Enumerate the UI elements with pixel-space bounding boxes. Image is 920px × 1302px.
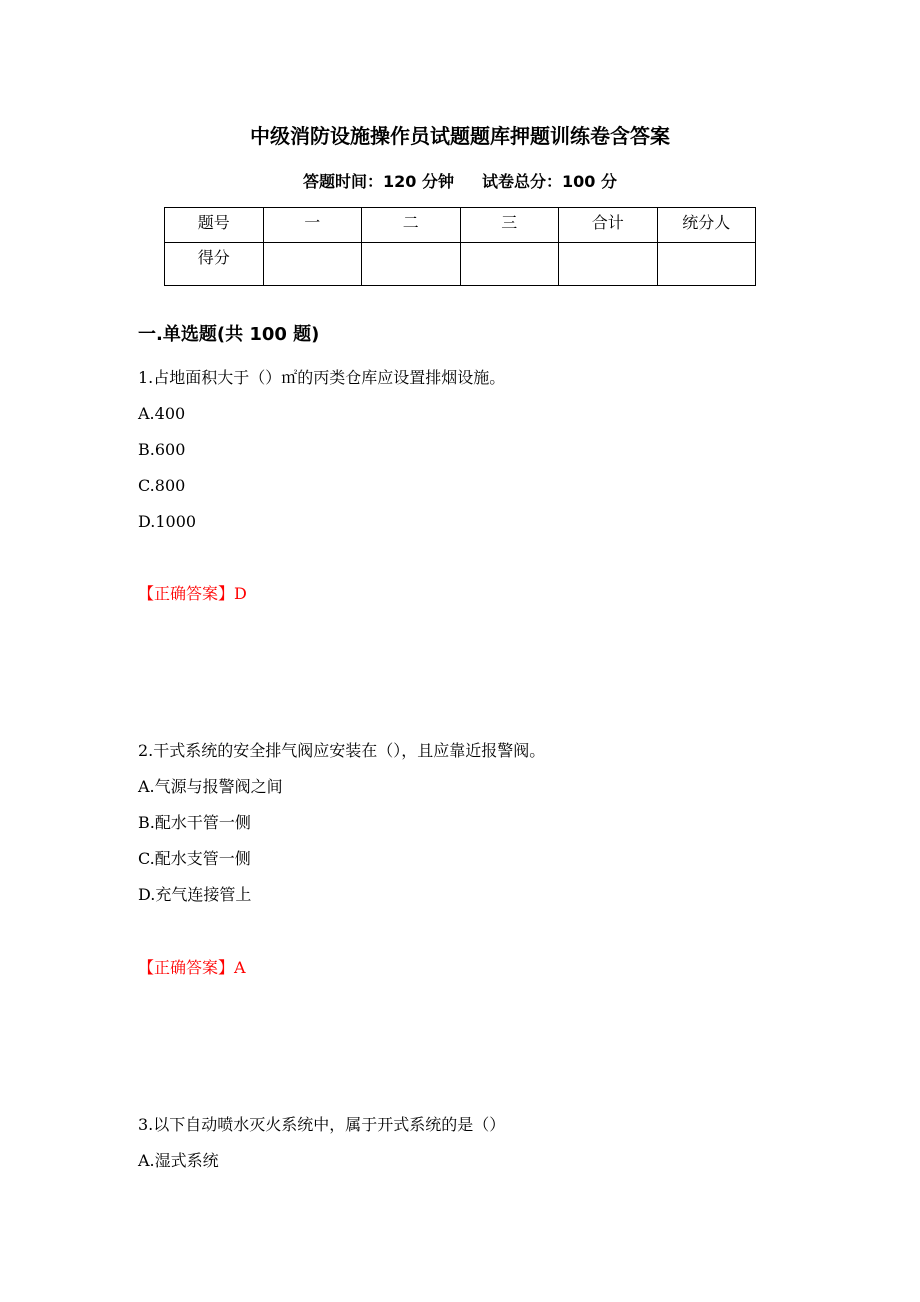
question-option: C.配水支管一侧 [138,849,251,868]
score-table [164,207,756,286]
score-table-score-row [165,243,756,286]
score-table-header-cell: 题号 [165,208,264,243]
score-table-header-cell: 合计 [559,208,658,243]
question-option: D.充气连接管上 [138,885,252,904]
question-option: A.400 [138,404,186,423]
score-table-header-cell: 三 [460,208,559,243]
exam-meta [0,170,920,194]
score-cell [559,243,658,286]
question-stem: 3.以下自动喷水灭火系统中，属于开式系统的是（） [138,1115,506,1134]
document-title: 中级消防设施操作员试题题库押题训练卷含答案 [250,124,670,148]
score-table-header-cell: 一 [263,208,362,243]
score-table-header-row [165,208,756,243]
score-cell [460,243,559,286]
exam-time: 答题时间：120 分钟 [303,172,454,191]
question-stem: 2.干式系统的安全排气阀应安装在（），且应靠近报警阀。 [138,741,546,760]
correct-answer: 【正确答案】A [138,958,246,977]
correct-answer: 【正确答案】D [138,584,247,603]
score-cell [657,243,756,286]
question-option: B.配水干管一侧 [138,813,251,832]
score-table-row-label: 得分 [165,243,264,286]
question-option: A.湿式系统 [138,1151,219,1170]
score-cell [263,243,362,286]
score-cell [362,243,461,286]
question-stem: 1.占地面积大于（）㎡的丙类仓库应设置排烟设施。 [138,368,506,387]
section-title: 一.单选题(共 100 题) [138,324,320,345]
score-table-header-cell: 统分人 [657,208,756,243]
question-option: A.气源与报警阀之间 [138,777,283,796]
exam-total-score: 试卷总分：100 分 [482,172,617,191]
question-option: C.800 [138,476,186,495]
question-option: B.600 [138,440,186,459]
score-table-header-cell: 二 [362,208,461,243]
question-option: D.1000 [138,512,197,531]
